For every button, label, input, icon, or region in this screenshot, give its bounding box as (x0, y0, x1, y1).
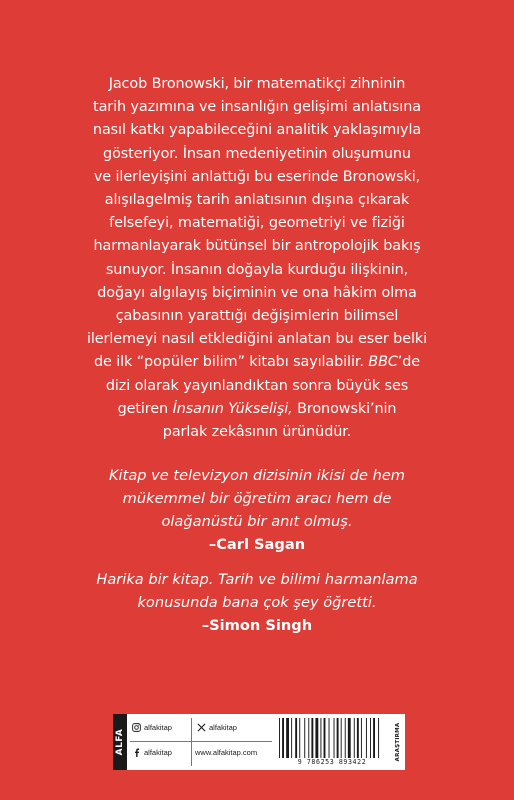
barcode-bar (291, 718, 292, 758)
barcode-bar (345, 718, 346, 758)
blurb-line: felsefeyi, matematiği, geometriyi ve fiziği (109, 215, 405, 232)
instagram-handle: alfakitap (144, 723, 172, 732)
barcode-bar (282, 718, 284, 758)
blurb-line (50, 398, 464, 421)
instagram-icon (132, 723, 141, 732)
blurb-line: çabasının yarattığı değişimlerin bilimsel (115, 308, 399, 325)
x-handle: alfakitap (209, 723, 237, 732)
publisher-logo (113, 714, 127, 770)
barcode-bar (334, 718, 335, 758)
divider (130, 741, 272, 742)
quote-line: olağanüstü bir anıt olmuş. (161, 513, 353, 530)
barcode-bar (295, 718, 297, 758)
barcode-bar (357, 718, 359, 758)
blurb-line: doğayı algılayış biçiminin ve ona hâkim olma (97, 284, 417, 301)
barcode-bar (329, 718, 330, 758)
barcode-bar (370, 718, 371, 758)
blurb-text: ’de (397, 354, 421, 371)
blurb-line: alışılagelmiş tarih anlatısının dışına çıkarak (104, 192, 410, 209)
quote-line: Kitap ve televizyon dizisinin ikisi de hem (108, 467, 406, 484)
barcode-bar (308, 718, 309, 758)
blurb-text: Bronowski’nin (292, 400, 397, 417)
blurb-line: tarih yazımına ve insanlığın gelişimi anlatısına (93, 99, 421, 116)
blurb-line: nasıl katkı yapabileceğini analitik yaklaşımıyla (92, 122, 422, 139)
quote-line: konusunda bana çok şey öğretti. (137, 594, 377, 611)
instagram-link[interactable] (132, 723, 172, 732)
barcode-bar (348, 718, 351, 758)
blurb-line: ilerlemeyi nasıl etklediğini anlatan bu eser belki (87, 331, 427, 348)
bbc-emphasis: BBC (368, 354, 398, 371)
blurb-line: gösteriyor. İnsan medeniyetinin oluşumunu (103, 145, 411, 162)
category-label (390, 714, 405, 770)
isbn-number: 9 786253 893422 (297, 758, 367, 766)
publisher-logo-text: ALFA (115, 728, 125, 756)
blurb-text: de ilk “popüler bilim” kitabı sayılabilir. (93, 354, 369, 371)
facebook-icon (132, 748, 141, 757)
quote-carl-sagan (40, 464, 474, 556)
blurb-line: dizi olarak yayınlandıktan sonra büyük ses (105, 377, 409, 394)
facebook-link[interactable] (132, 748, 172, 757)
blurb-line: parlak zekâsının ürünüdür. (162, 424, 352, 441)
blurb-line: Jacob Bronowski, bir matematikçi zihninin (108, 76, 406, 92)
barcode-bar (337, 718, 339, 758)
barcode-bar (354, 718, 355, 758)
x-icon (197, 723, 206, 732)
publisher-barcode-box (113, 714, 405, 770)
quote-simon-singh (40, 568, 474, 637)
barcode-bar (373, 718, 375, 758)
divider (191, 718, 192, 766)
quote-line: mükemmel bir öğretim aracı hem de (122, 490, 392, 507)
quote-author: –Carl Sagan (208, 536, 306, 553)
isbn-barcode (277, 718, 387, 758)
barcode-bar (279, 718, 280, 758)
category-text: ARAŞTIRMA (394, 722, 401, 762)
barcode-bar (315, 718, 318, 758)
blurb-text: getiren (117, 400, 173, 417)
barcode-bar (304, 718, 305, 758)
blurb (50, 73, 464, 444)
website-url: www.alfakitap.com (195, 748, 258, 757)
barcode-bar (324, 718, 326, 758)
quote-author: –Simon Singh (201, 617, 313, 634)
quote-line: Harika bir kitap. Tarih ve bilimi harmanlama (96, 571, 418, 588)
barcode-bar (378, 718, 379, 758)
blurb-line (50, 351, 464, 374)
blurb-line: sunuyor. İnsanın doğayla kurduğu ilişkinin, (105, 261, 409, 278)
facebook-handle: alfakitap (144, 748, 172, 757)
barcode-bar (311, 718, 313, 758)
x-link[interactable] (197, 723, 237, 732)
blurb-line: ve ilerleyişini anlattığı bu eserinde Bronowski, (93, 168, 421, 185)
book-title-emphasis: İnsanın Yükselişi, (172, 400, 293, 417)
barcode-bar (320, 718, 321, 758)
barcode-bar (341, 718, 342, 758)
barcode-bar (299, 718, 300, 758)
website-link[interactable] (195, 748, 257, 757)
barcode-bar (366, 718, 367, 758)
blurb-line: harmanlayarak bütünsel bir antropolojik bakış (93, 238, 421, 255)
barcode-bar (286, 718, 289, 758)
barcode-bar (361, 718, 362, 758)
